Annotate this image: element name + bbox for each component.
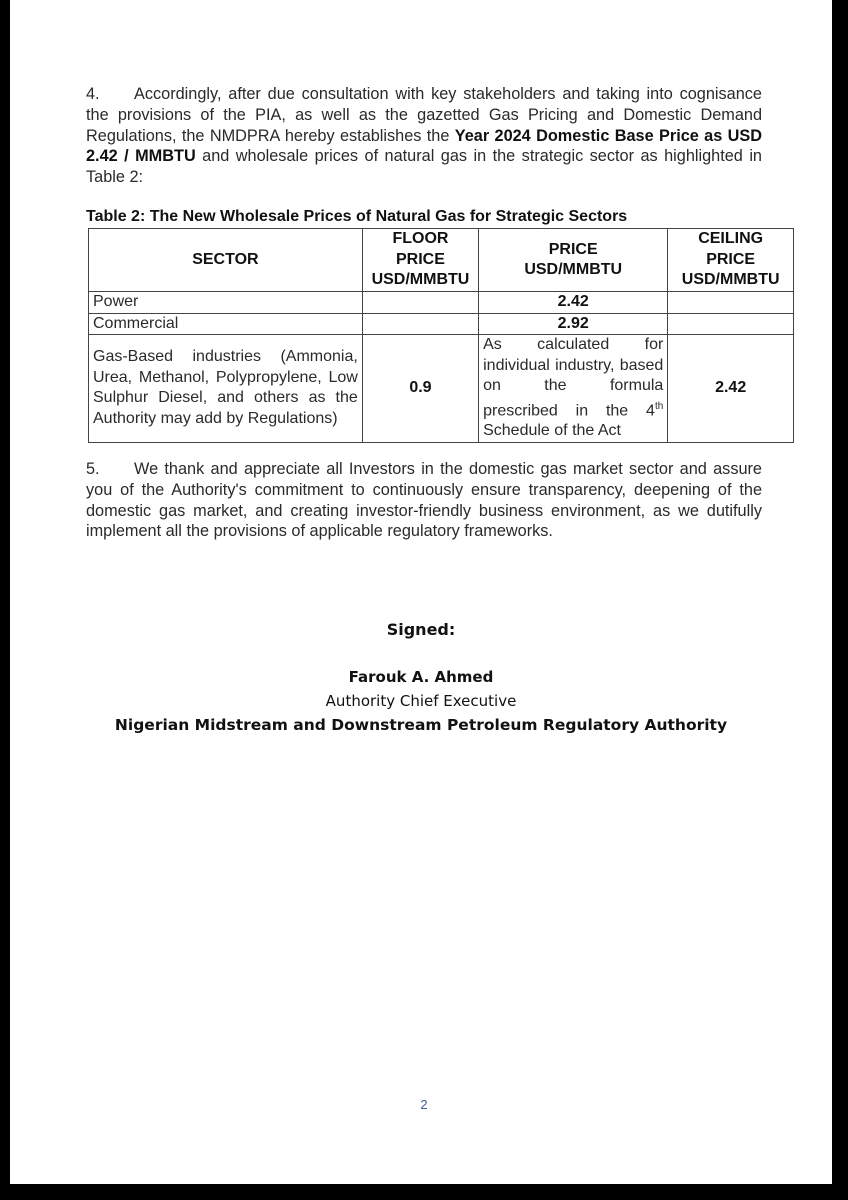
paragraph-number: 5. [86, 460, 100, 478]
table-caption: Table 2: The New Wholesale Prices of Natural Gas for Strategic Sectors [86, 208, 628, 225]
header-price [479, 229, 668, 292]
cell-ceiling [668, 313, 794, 335]
organization-name: Nigerian Midstream and Downstream Petroleum Regulatory Authority [114, 716, 728, 734]
formula-text-end: Schedule of the Act [483, 422, 621, 440]
cell-floor: 0.9 [362, 335, 478, 443]
cell-sector: Gas-Based industries (Ammonia, Urea, Methanol, Polypropylene, Low Sulphur Diesel, and others as the Authority may add by Regulations) [89, 335, 363, 443]
cell-sector: Commercial [89, 313, 363, 335]
header-line: PRICE [706, 250, 756, 268]
paragraph-text: Accordingly, after due consultation with key stakeholders and taking into cognisance the provisions of the PIA, as well as the gazetted Gas Pricing and Domestic Demand Regulations, the NMDPRA hereby establishes the [86, 85, 762, 145]
signatory-title: Authority Chief Executive [325, 692, 517, 710]
cell-price-formula [479, 335, 668, 443]
paragraph-4 [86, 84, 762, 188]
header-line: USD/MMBTU [524, 261, 623, 278]
cell-floor [362, 292, 478, 314]
header-floor-price [362, 229, 478, 292]
header-line: USD/MMBTU [681, 271, 780, 289]
table-row-power [89, 292, 794, 314]
signed-label: Signed: [386, 620, 456, 639]
header-line: PRICE [548, 240, 598, 258]
paragraph-text: We thank and appreciate all Investors in the domestic gas market sector and assure you of the Authority's commitment to continuously ensure transparency, deepening of the domestic gas market, and creating investor-friendly business environment, as we dutifully implement all the provisions of applicable regulatory frameworks. [86, 460, 762, 541]
header-line: PRICE [396, 250, 445, 268]
paragraph-number: 4. [86, 85, 100, 103]
cell-price: 2.42 [479, 292, 668, 314]
price-table [88, 228, 794, 443]
signatory-name: Farouk A. Ahmed [348, 668, 494, 686]
header-ceiling-price [668, 229, 794, 292]
table-row-gas-based-industries [89, 335, 794, 443]
table-row-commercial [89, 313, 794, 335]
document-page [10, 0, 832, 1184]
table-header-row [89, 229, 794, 292]
paragraph-text-end: and wholesale prices of natural gas in the strategic sector as highlighted in Table 2: [86, 147, 762, 187]
formula-text: As calculated for individual industry, based on the formula prescribed in the 4 [483, 336, 664, 419]
paragraph-5 [86, 459, 762, 542]
header-sector: SECTOR [89, 229, 363, 292]
formula-superscript: th [654, 400, 664, 412]
cell-price: 2.92 [479, 313, 668, 335]
cell-sector: Power [89, 292, 363, 314]
header-line: FLOOR [392, 230, 449, 248]
header-line: CEILING [698, 230, 764, 248]
cell-ceiling [668, 292, 794, 314]
cell-floor [362, 313, 478, 335]
cell-ceiling: 2.42 [668, 335, 794, 443]
base-price-statement: Year 2024 Domestic Base Price as USD 2.42 / MMBTU [86, 126, 763, 166]
header-line: USD/MMBTU [371, 271, 470, 289]
page-number: 2 [420, 1097, 428, 1112]
